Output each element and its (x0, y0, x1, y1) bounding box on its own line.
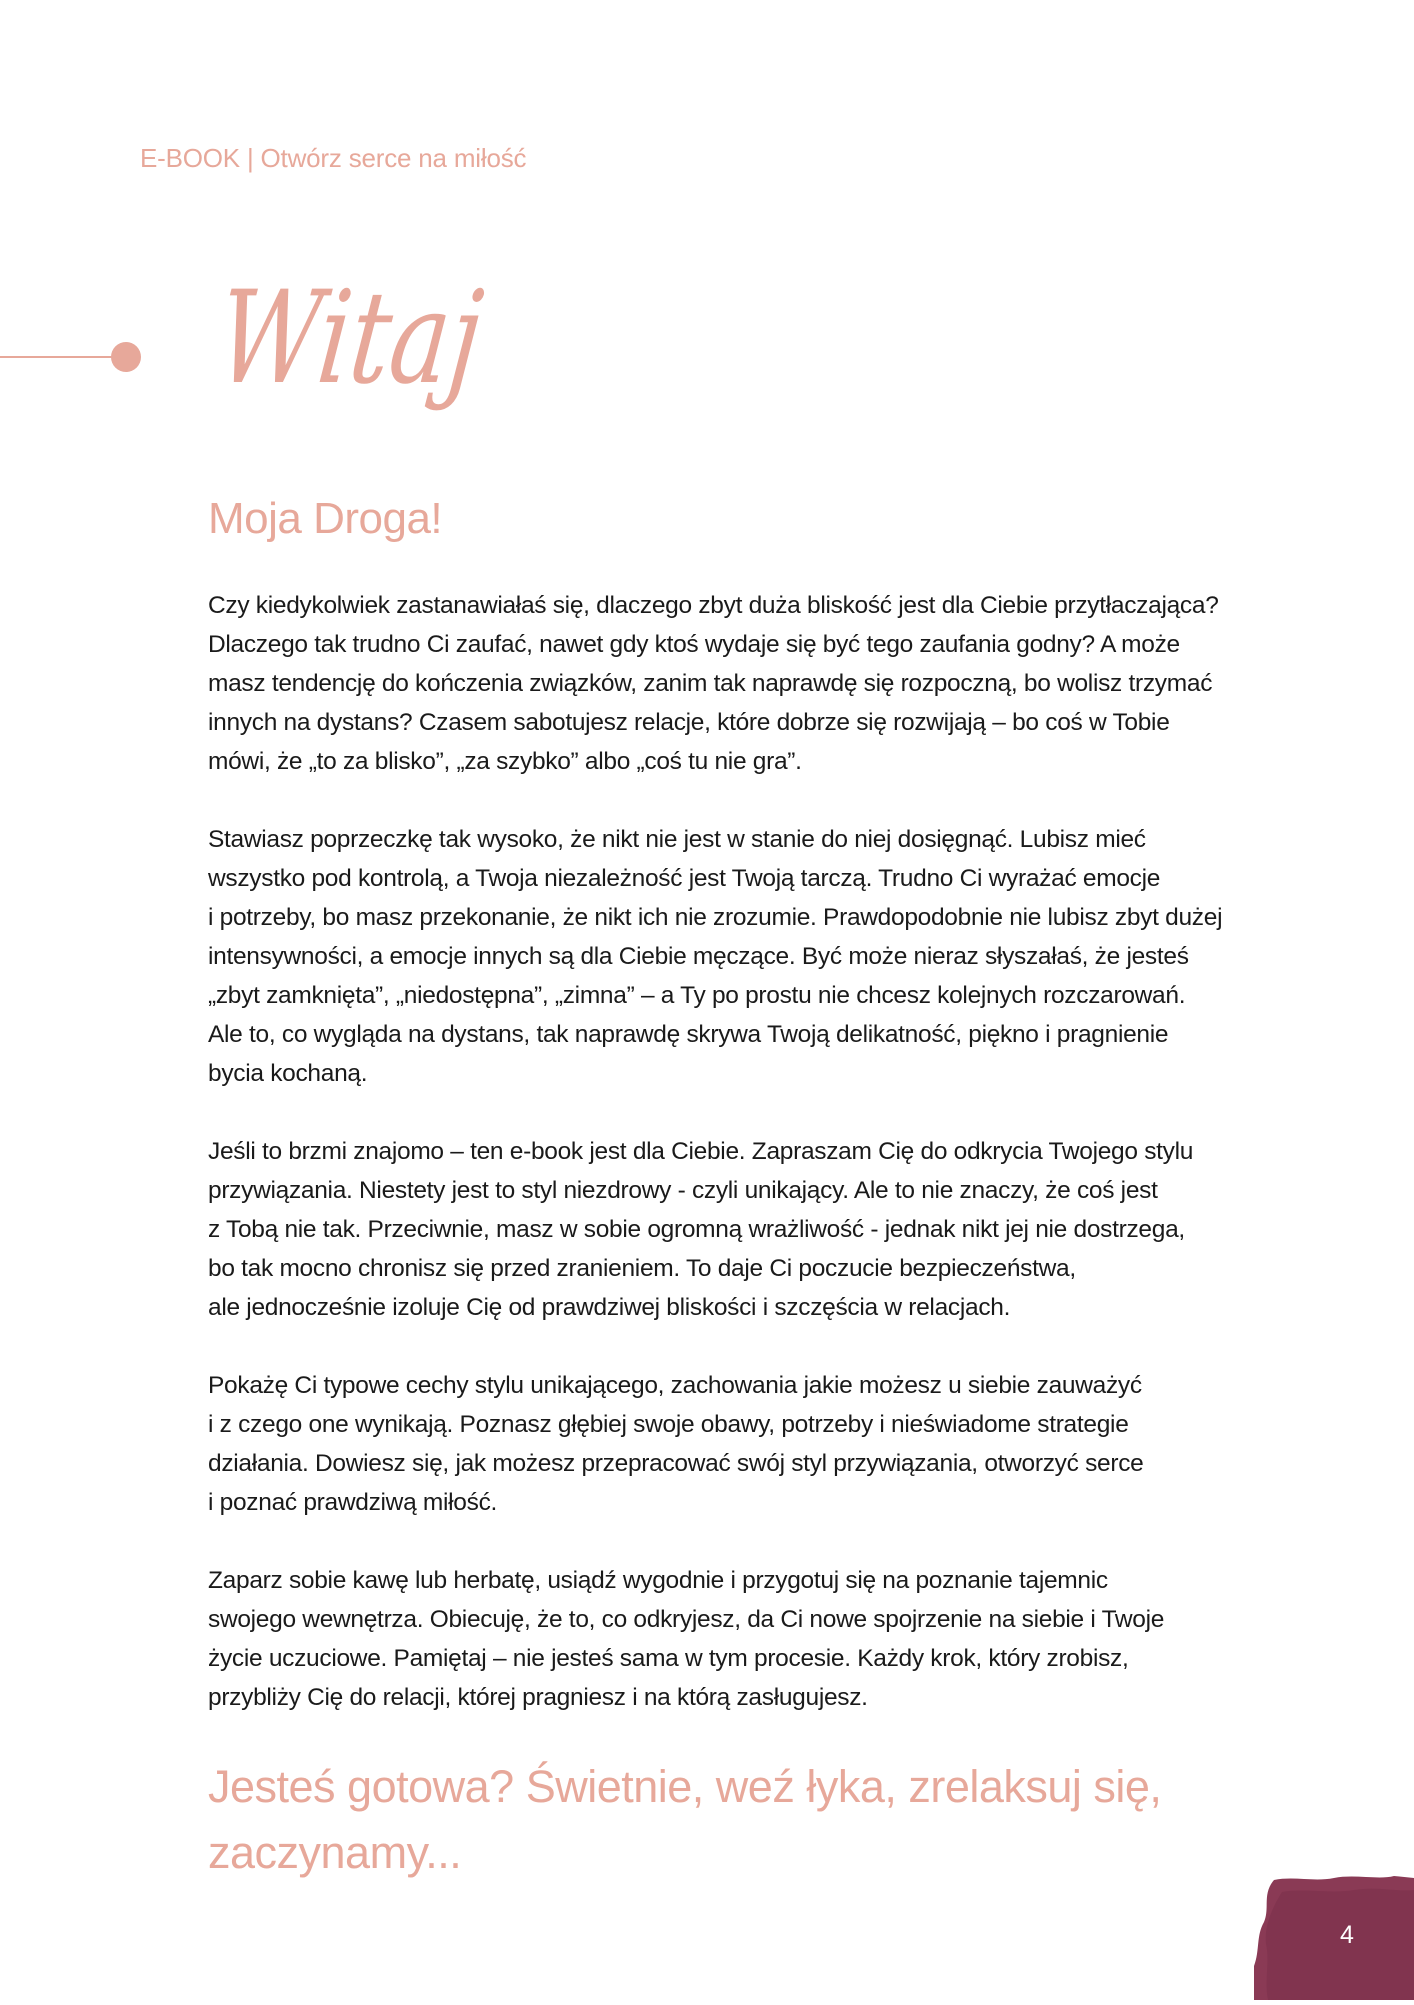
text-line: przywiązania. Niestety jest to styl niezdrowy - czyli unikający. Ale to nie znaczy, że coś jest (208, 1177, 1158, 1204)
running-header: E-BOOK | Otwórz serce na miłość (140, 143, 527, 173)
text-line: Ale to, co wygląda na dystans, tak naprawdę skrywa Twoją delikatność, piękno i pragnienie (208, 1021, 1169, 1048)
text-line: Zaparz sobie kawę lub herbatę, usiądź wygodnie i przygotuj się na poznanie tajemnic (208, 1567, 1108, 1594)
text-line: bo tak mocno chronisz się przed zranieniem. To daje Ci poczucie bezpieczeństwa, (208, 1255, 1076, 1282)
page-title (210, 232, 565, 462)
text-line: z Tobą nie tak. Przeciwnie, masz w sobie ogromną wrażliwość - jednak nikt jej nie dostrzega, (208, 1216, 1185, 1243)
paragraph-1 (208, 586, 1328, 781)
paragraph-2 (208, 820, 1328, 1093)
title-script-text: Witaj (210, 264, 565, 413)
text-line: i poznać prawdziwą miłość. (208, 1489, 498, 1516)
text-line: ale jednocześnie izoluje Cię od prawdziwej bliskości i szczęścia w relacjach. (208, 1294, 1011, 1321)
text-line: Stawiasz poprzeczkę tak wysoko, że nikt nie jest w stanie do niej dosięgnąć. Lubisz mieć (208, 826, 1146, 853)
text-line: życie uczuciowe. Pamiętaj – nie jesteś sama w tym procesie. Każdy krok, który zrobisz, (208, 1645, 1129, 1672)
text-line: innych na dystans? Czasem sabotujesz relacje, które dobrze się rozwijają – bo coś w Tobie (208, 709, 1170, 736)
text-line: intensywności, a emocje innych są dla Ciebie męczące. Być może nieraz słyszałaś, że jesteś (208, 943, 1189, 970)
text-line: swojego wewnętrza. Obiecuję, że to, co odkryjesz, da Ci nowe spojrzenie na siebie i Twoje (208, 1606, 1165, 1633)
text-line: działania. Dowiesz się, jak możesz przepracować swój styl przywiązania, otworzyć serce (208, 1450, 1144, 1477)
decorative-line (0, 356, 120, 358)
closing-heading (208, 1754, 1308, 1886)
greeting-heading: Moja Droga! (208, 494, 443, 543)
text-line: mówi, że „to za blisko”, „za szybko” albo „coś tu nie gra”. (208, 748, 802, 775)
text-line: bycia kochaną. (208, 1060, 368, 1087)
text-line: przybliży Cię do relacji, której pragniesz i na którą zasługujesz. (208, 1684, 868, 1711)
paragraph-5 (208, 1561, 1328, 1717)
text-line: Pokażę Ci typowe cechy stylu unikającego, zachowania jakie możesz u siebie zauważyć (208, 1372, 1142, 1399)
text-line: i potrzeby, bo masz przekonanie, że nikt ich nie zrozumie. Prawdopodobnie nie lubisz zbyt dużej (208, 904, 1223, 931)
page-number: 4 (1340, 1921, 1354, 1949)
closing-line: zaczynamy... (208, 1827, 462, 1878)
text-line: „zbyt zamknięta”, „niedostępna”, „zimna” – a Ty po prostu nie chcesz kolejnych rozczarowań. (208, 982, 1186, 1009)
text-line: Czy kiedykolwiek zastanawiałaś się, dlaczego zbyt duża bliskość jest dla Ciebie przytłaczająca? (208, 592, 1219, 619)
closing-line: Jesteś gotowa? Świetnie, weź łyka, zrelaksuj się, (208, 1761, 1162, 1812)
text-line: masz tendencję do kończenia związków, zanim tak naprawdę się rozpoczną, bo wolisz trzymać (208, 670, 1213, 697)
text-line: Jeśli to brzmi znajomo – ten e-book jest dla Ciebie. Zapraszam Cię do odkrycia Twojego stylu (208, 1138, 1194, 1165)
paragraph-4 (208, 1366, 1328, 1522)
text-line: Dlaczego tak trudno Ci zaufać, nawet gdy ktoś wydaje się być tego zaufania godny? A może (208, 631, 1180, 658)
body-text (208, 586, 1328, 1756)
text-line: wszystko pod kontrolą, a Twoja niezależność jest Twoją tarczą. Trudno Ci wyrażać emocje (208, 865, 1161, 892)
text-line: i z czego one wynikają. Poznasz głębiej swoje obawy, potrzeby i nieświadome strategie (208, 1411, 1129, 1438)
decorative-dot (111, 342, 141, 372)
paragraph-3 (208, 1132, 1328, 1327)
